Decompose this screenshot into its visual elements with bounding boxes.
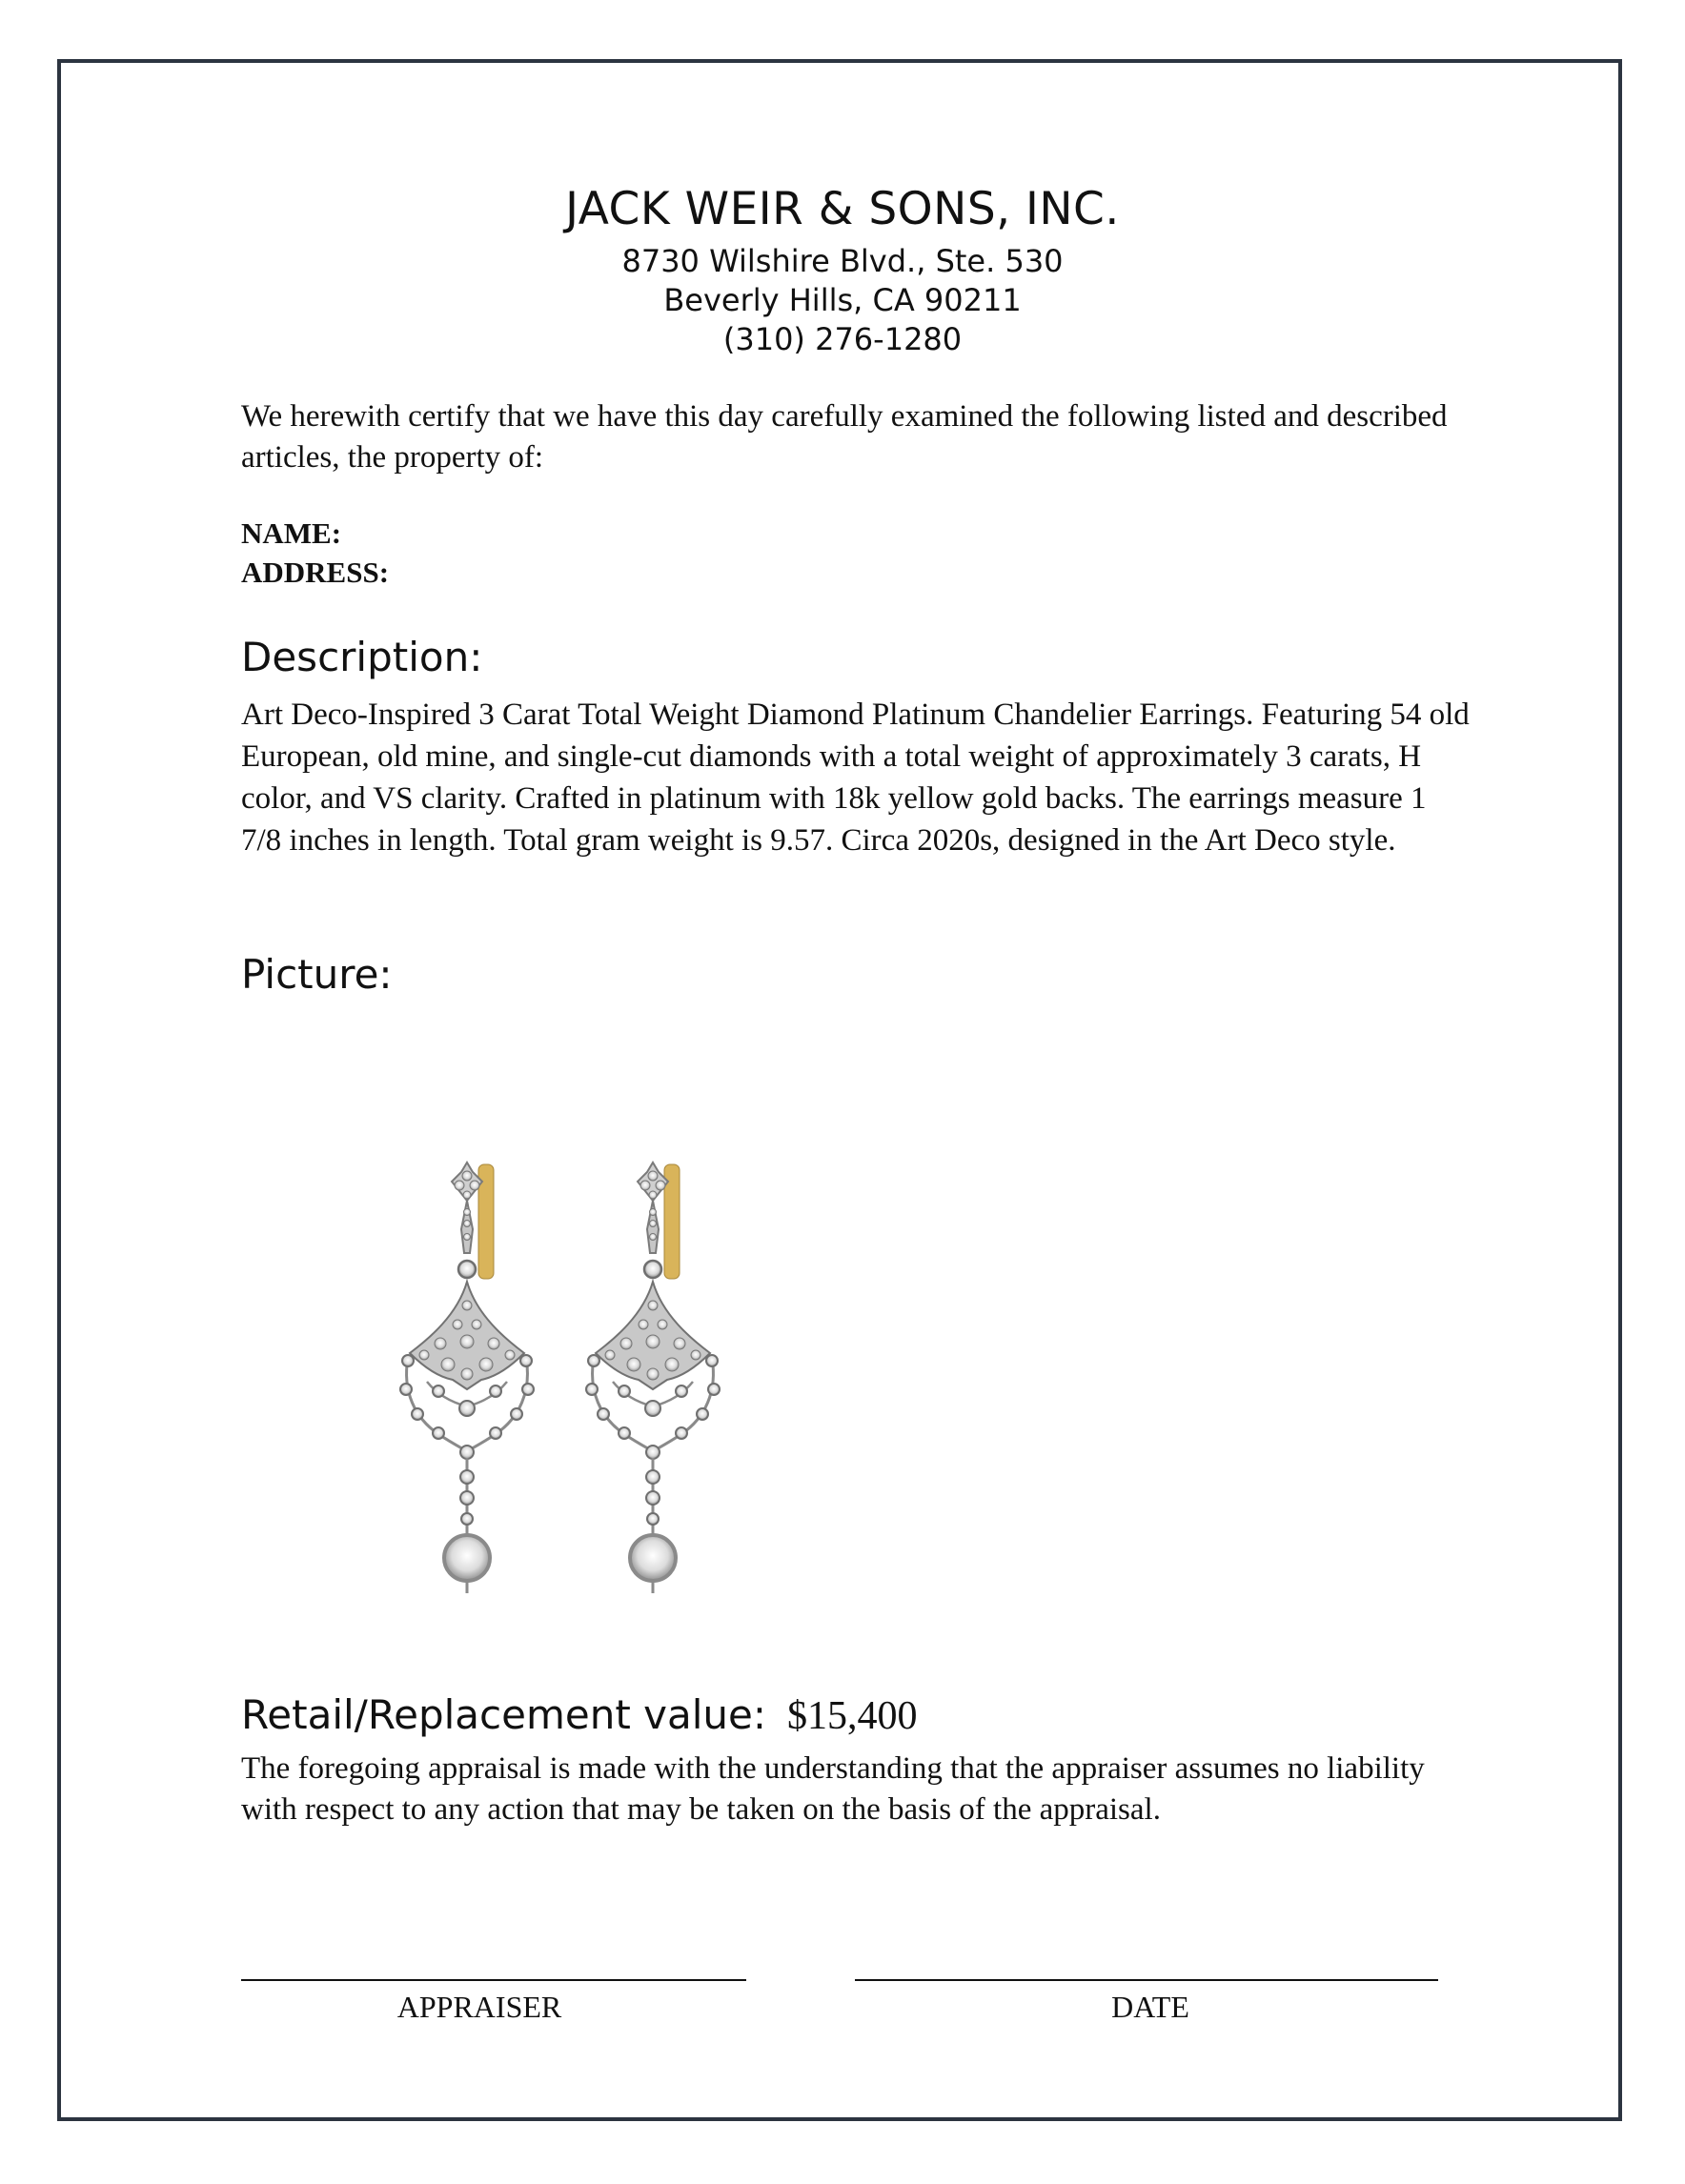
company-phone: (310) 276-1280 — [722, 321, 963, 357]
name-label: NAME: — [241, 516, 342, 550]
replacement-value-label: Retail/Replacement value: — [241, 1691, 767, 1738]
picture-heading: Picture: — [241, 951, 393, 998]
date-label: DATE — [1111, 1990, 1189, 2024]
company-address-line1: 8730 Wilshire Blvd., Ste. 530 — [621, 243, 1064, 279]
certification-text: We herewith certify that we have this day carefully examined the following listed and described articles, the property of: — [241, 399, 1448, 475]
replacement-value-amount: $15,400 — [787, 1694, 918, 1738]
company-name: JACK WEIR & SONS, INC. — [565, 183, 1120, 235]
chandelier-earrings-image — [391, 1153, 753, 1610]
description-text: Art Deco-Inspired 3 Carat Total Weight Diamond Platinum Chandelier Earrings. Featuring 54 old European, old mine, and single-cut diamonds with a total weight of approximately 3 carats, H color, and VS clarity. Crafted in platinum with 18k yellow gold backs. The earrings measure 1 7/8 inches in length. Total gram weight is 9.57. Circa 2020s, designed in the Art Deco style. — [241, 698, 1470, 858]
description-heading: Description: — [241, 634, 483, 680]
appraiser-signature-line — [241, 1979, 746, 1981]
disclaimer-text: The foregoing appraisal is made with the understanding that the appraiser assumes no liability with respect to any action that may be taken on the basis of the appraisal. — [241, 1751, 1425, 1827]
company-address-line2: Beverly Hills, CA 90211 — [663, 282, 1022, 318]
appraiser-label: APPRAISER — [396, 1990, 562, 2024]
date-signature-line — [855, 1979, 1438, 1981]
replacement-value — [241, 1691, 918, 1739]
address-label: ADDRESS: — [241, 556, 390, 589]
